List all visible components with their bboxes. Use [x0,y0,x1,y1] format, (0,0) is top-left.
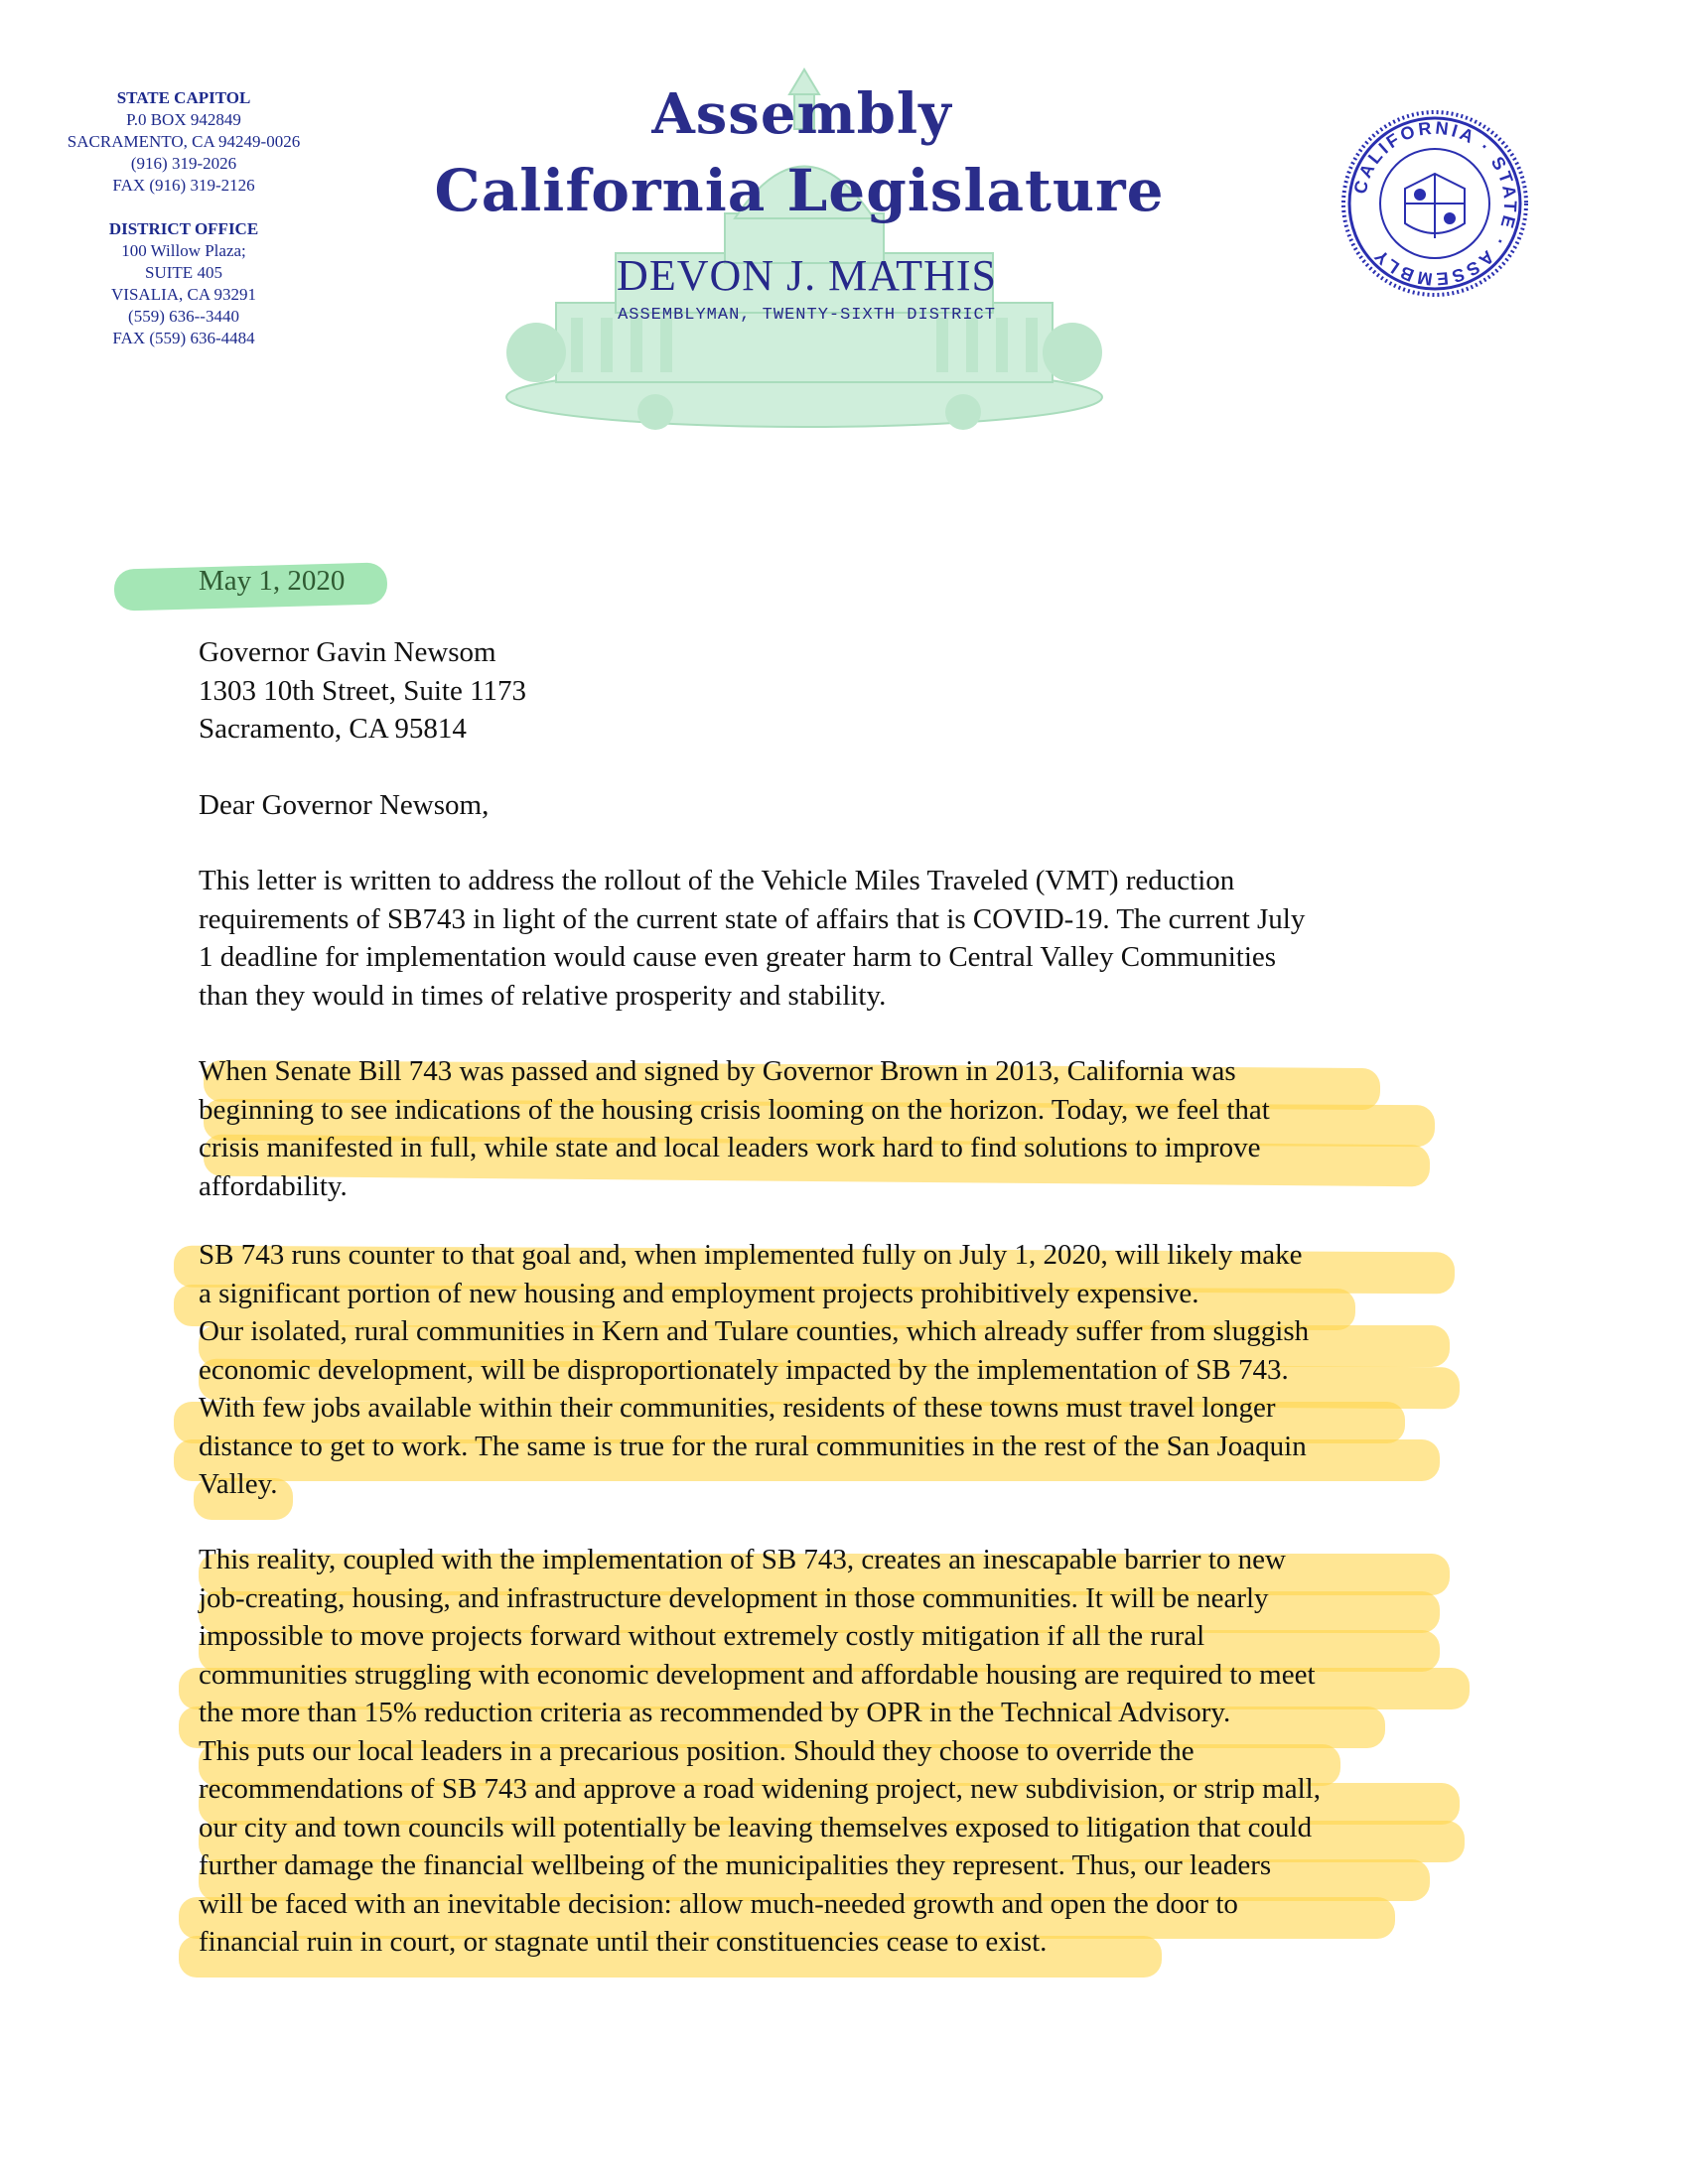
district-address-line: (559) 636--3440 [128,307,239,326]
district-address-line: VISALIA, CA 93291 [111,285,256,304]
text-line: requirements of SB743 in light of the current state of affairs that is COVID-19. The current July [199,902,1306,935]
text-line: beginning to see indications of the housing crisis looming on the horizon. Today, we feel that [199,1093,1270,1126]
text-line: crisis manifested in full, while state and local leaders work hard to find solutions to improve [199,1132,1261,1163]
capitol-address-line: P.0 BOX 942849 [126,110,241,129]
seal-text: CALIFORNIA · STATE · ASSEMBLY [1349,117,1521,290]
letterhead-title-legislature: California Legislature [434,157,1165,224]
text-line: further damage the financial wellbeing of the municipalities they represent. Thus, our leaders [199,1849,1272,1881]
member-name: DEVON J. MATHIS [617,251,997,300]
text-line: This reality, coupled with the implementation of SB 743, creates an inescapable barrier to new [199,1544,1286,1575]
text-line: SB 743 runs counter to that goal and, when implemented fully on July 1, 2020, will likely make [199,1239,1303,1271]
text-line: than they would in times of relative prosperity and stability. [199,979,887,1012]
district-address-line: 100 Willow Plaza; [121,241,246,260]
text-line: our city and town councils will potentially be leaving themselves exposed to litigation that could [199,1811,1313,1843]
text-line: distance to get to work. The same is true for the rural communities in the rest of the San Joaquin [199,1430,1307,1462]
text-line: Our isolated, rural communities in Kern and Tulare counties, which already suffer from sluggish [199,1315,1310,1347]
recipient-address [199,633,1509,749]
capitol-address-line: SACRAMENTO, CA 94249-0026 [67,132,301,151]
capitol-address-line: (916) 319-2026 [130,154,237,173]
salutation: Dear Governor Newsom, [199,789,490,821]
member-title: ASSEMBLYMAN, TWENTY-SIXTH DISTRICT [618,306,996,325]
text-line: This letter is written to address the rollout of the Vehicle Miles Traveled (VMT) reduction [199,865,1235,896]
paragraph-1 [199,862,1509,1015]
text-line: economic development, will be disproportionately impacted by the implementation of SB 743. [199,1353,1289,1386]
text-line: When Senate Bill 743 was passed and signed by Governor Brown in 2013, California was [199,1055,1236,1087]
paragraph-4 [199,1541,1509,1962]
capitol-heading: STATE CAPITOL [116,88,251,107]
recipient-line: Sacramento, CA 95814 [199,713,467,745]
text-line: recommendations of SB 743 and approve a road widening project, new subdivision, or strip mall, [199,1773,1321,1805]
paragraph-2 [199,1052,1509,1205]
text-line: job-creating, housing, and infrastructure development in those communities. It will be nearly [199,1581,1269,1614]
text-line: will be faced with an inevitable decision: allow much-needed growth and open the door to [199,1887,1238,1920]
text-line: affordability. [199,1169,348,1202]
text-line: 1 deadline for implementation would cause even greater harm to Central Valley Communities [199,941,1277,973]
recipient-line: Governor Gavin Newsom [199,636,496,668]
text-line: Valley. [199,1468,278,1500]
letterhead-title-assembly: Assembly [651,81,952,147]
state-assembly-seal [1340,109,1529,298]
letter-date: May 1, 2020 [199,565,346,597]
text-line: the more than 15% reduction criteria as recommended by OPR in the Technical Advisory. [199,1697,1231,1728]
district-address-line: FAX (559) 636-4484 [112,329,255,347]
text-line: communities struggling with economic development and affordable housing are required to meet [199,1658,1316,1691]
text-line: This puts our local leaders in a precarious position. Should they choose to override the [199,1734,1195,1767]
text-line: a significant portion of new housing and employment projects prohibitively expensive. [199,1277,1199,1309]
recipient-line: 1303 10th Street, Suite 1173 [199,674,526,707]
district-address-line: SUITE 405 [145,263,222,282]
text-line: With few jobs available within their communities, residents of these towns must travel longer [199,1392,1276,1424]
capitol-address-line: FAX (916) 319-2126 [112,176,255,195]
text-line: impossible to move projects forward without extremely costly mitigation if all the rural [199,1620,1205,1652]
paragraph-3 [199,1236,1509,1504]
text-line: financial ruin in court, or stagnate until their constituencies cease to exist. [199,1926,1048,1958]
district-heading: DISTRICT OFFICE [108,219,259,238]
